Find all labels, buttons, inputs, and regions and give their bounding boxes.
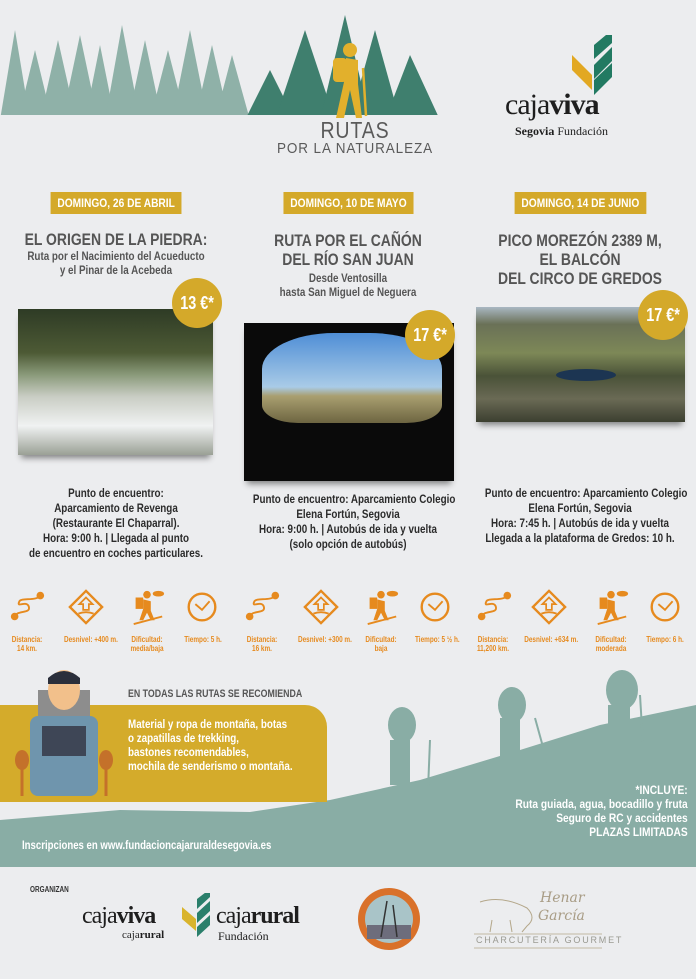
recommendation-text: Material y ropa de montaña, botas o zapatillas de trekking, bastones recomendables, mochila de senderismo o montaña. [128, 717, 293, 773]
cajarural-footer-logo: cajarural [216, 903, 299, 929]
clock-icon [416, 588, 454, 626]
meeting-line: Hora: 7:45 h. | Autobús de ida y vuelta [491, 516, 669, 530]
route-title: DEL CIRCO DE GREDOS [498, 269, 662, 288]
route-card-1 [0, 192, 232, 214]
clock-icon [183, 588, 221, 626]
route-description: hasta San Miguel de Neguera [279, 285, 417, 299]
climber-difficulty-icon [362, 588, 400, 626]
stat-time: Tiempo: 5 ½ h. [415, 635, 460, 644]
charcuteria-tag: CHARCUTERÍA GOURMET [476, 935, 624, 945]
registration-link[interactable]: Inscripciones en www.fundacioncajaruraldesegovia.es [22, 838, 272, 852]
stat-time: Tiempo: 6 h. [646, 635, 684, 644]
meeting-line: Elena Fortún, Segovia [528, 501, 632, 515]
organizers-label: ORGANIZAN [30, 885, 69, 894]
route-title: DEL RÍO SAN JUAN [282, 250, 414, 269]
meeting-line: Elena Fortún, Segovia [296, 507, 400, 521]
garcia-script: García [538, 908, 585, 924]
stat-difficulty: Dificultad: media/baja [130, 635, 164, 653]
meeting-line: Hora: 9:00 h. | Llegada al punto [42, 531, 190, 545]
forest-illustration [0, 10, 460, 120]
route-heading-3 [464, 231, 696, 288]
meeting-line: (solo opción de autobús) [289, 537, 407, 551]
route-title: RUTA POR EL CAÑÓN [274, 231, 422, 250]
meeting-line: Hora: 9:00 h. | Autobús de ida y vuelta [259, 522, 437, 536]
route-heading-2 [232, 231, 464, 299]
cajaviva-logo-text: cajaviva [505, 88, 599, 121]
route-description: Ruta por el Nacimiento del Acueducto [27, 249, 205, 263]
price-badge: 17 €* [638, 290, 688, 340]
elevation-sign-icon [302, 588, 340, 626]
meeting-info-2 [232, 492, 464, 552]
route-distance-icon [8, 588, 46, 626]
stat-distance: Distancia: 16 km. [246, 635, 278, 653]
cajaviva-leaf-icon [572, 35, 612, 95]
hiker-character-illustration [8, 668, 120, 796]
route-date: DOMINGO, 10 DE MAYO [283, 192, 413, 214]
route-description: y el Pinar de la Acebeda [59, 263, 173, 277]
cajarural-leaf-icon [182, 893, 210, 943]
stat-difficulty: Dificultad: moderada [595, 635, 627, 653]
cajarural-fundacion-sub: Fundación [218, 929, 269, 943]
price-badge: 17 €* [405, 310, 455, 360]
cajaviva-footer-logo: cajaviva [82, 903, 156, 929]
meeting-line: Aparcamiento de Revenga [54, 501, 178, 515]
climber-difficulty-icon [592, 588, 630, 626]
page-subtitle: POR LA NATURALEZA [276, 140, 434, 157]
route-heading-1 [0, 230, 232, 277]
cajaviva-logo-subtitle: Segovia Fundación [515, 124, 609, 138]
hiking-club-badge-logo [357, 887, 421, 951]
hiker-icon [318, 40, 378, 120]
route-card-2 [232, 192, 464, 214]
price-badge: 13 €* [172, 278, 222, 328]
elevation-sign-icon [67, 588, 105, 626]
elevation-sign-icon [530, 588, 568, 626]
henar-script: Henar [540, 890, 585, 906]
route-date: DOMINGO, 26 DE ABRIL [50, 192, 181, 214]
climber-difficulty-icon [128, 588, 166, 626]
recommendation-heading: EN TODAS LAS RUTAS SE RECOMIENDA [128, 688, 303, 700]
meeting-info-1 [0, 486, 232, 561]
route-description: Desde Ventosilla [308, 271, 388, 285]
page-title: RUTAS [320, 117, 390, 143]
stat-elevation: Desnivel: +300 m. [298, 635, 352, 644]
stat-time: Tiempo: 5 h. [184, 635, 222, 644]
route-distance-icon [243, 588, 281, 626]
stat-elevation: Desnivel: +400 m. [64, 635, 118, 644]
stat-difficulty: Dificultad: baja [365, 635, 397, 653]
cajarural-footer-sub: cajarural [122, 929, 165, 941]
includes-text: *INCLUYE: Ruta guiada, agua, bocadillo y fruta Seguro de RC y accidentes PLAZAS LIMITADAS [515, 783, 688, 839]
route-title: PICO MOREZÓN 2389 M, [498, 231, 662, 250]
meeting-line: Llegada a la plataforma de Gredos: 10 h. [485, 531, 675, 545]
route-distance-icon [475, 588, 513, 626]
stat-distance: Distancia: 11,200 km. [476, 635, 510, 653]
meeting-line: Punto de encuentro: Aparcamiento Colegio [484, 486, 688, 500]
route-title: EL ORIGEN DE LA PIEDRA: [24, 230, 208, 249]
route-title: EL BALCÓN [539, 250, 621, 269]
meeting-line: (Restaurante El Chaparral). [52, 516, 180, 530]
route-date: DOMINGO, 14 DE JUNIO [514, 192, 645, 214]
route-photo-waterfall [18, 309, 213, 455]
meeting-line: Punto de encuentro: Aparcamiento Colegio [252, 492, 456, 506]
stat-distance: Distancia: 14 km. [11, 635, 43, 653]
meeting-line: de encuentro en coches particulares. [29, 546, 203, 560]
meeting-line: Punto de encuentro: [68, 486, 164, 500]
meeting-info-3 [464, 486, 696, 546]
route-card-3 [464, 192, 696, 214]
stat-elevation: Desnivel: +634 m. [524, 635, 579, 644]
clock-icon [646, 588, 684, 626]
